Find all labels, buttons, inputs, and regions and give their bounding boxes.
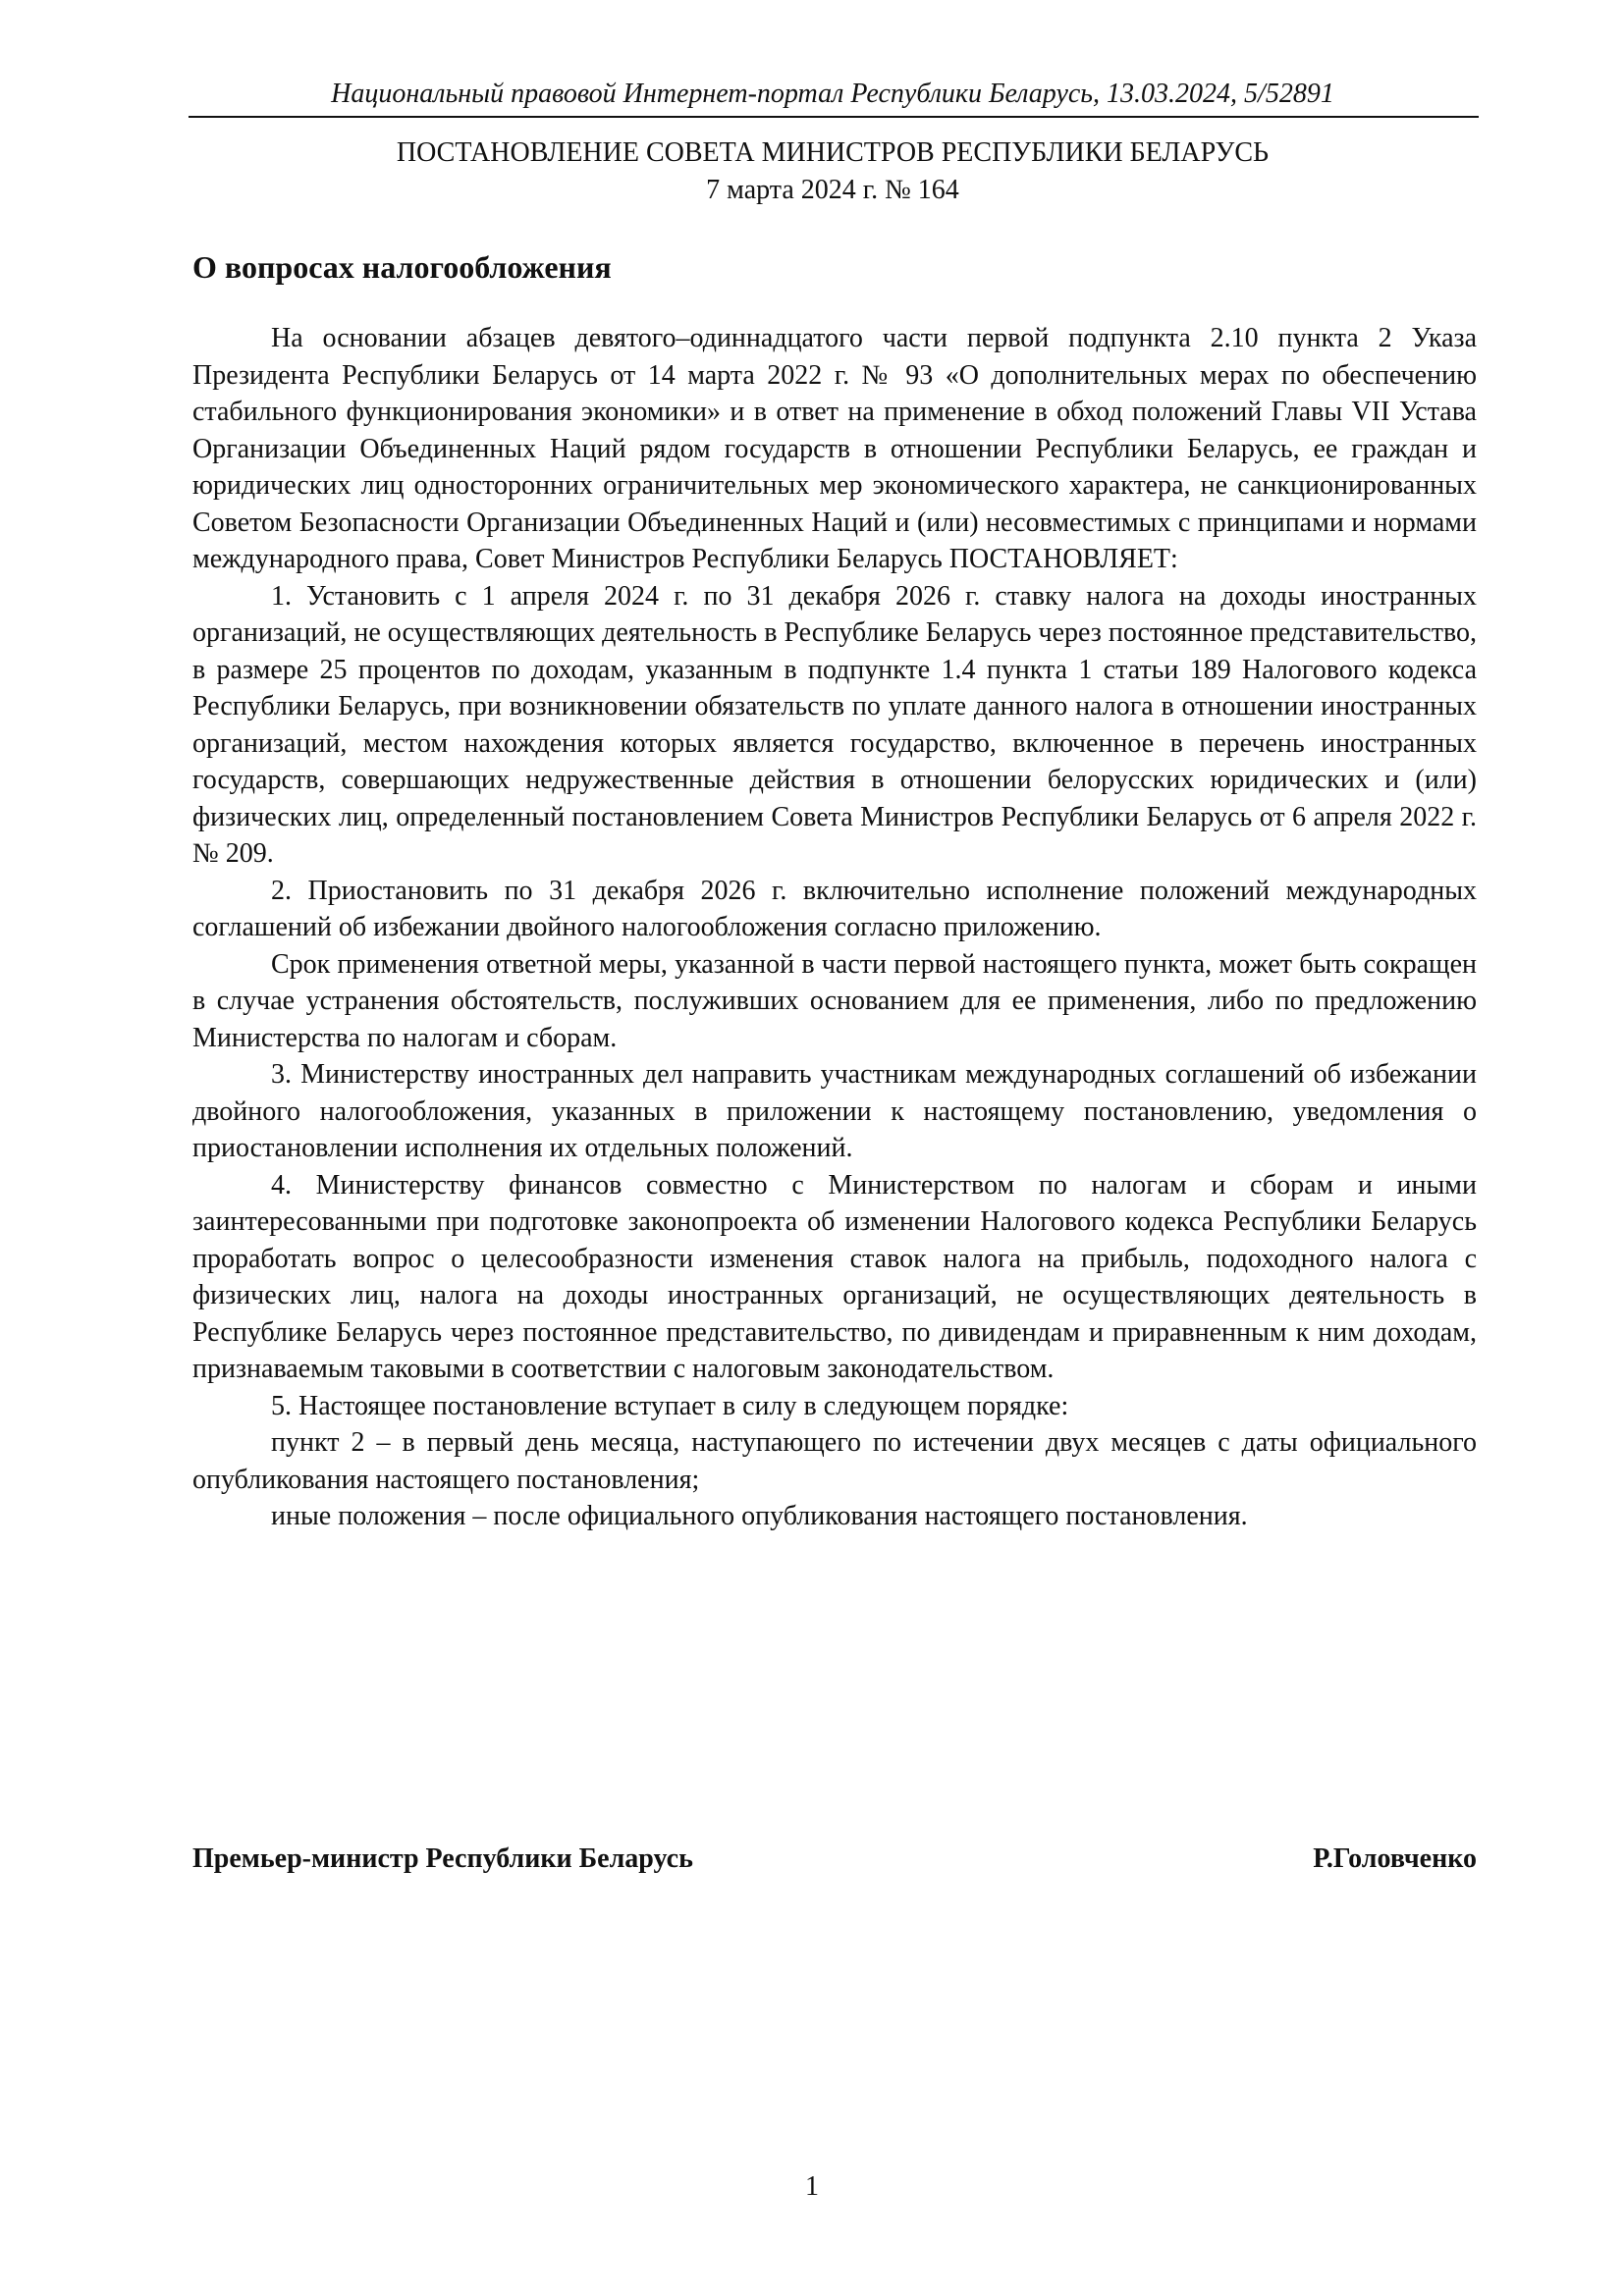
paragraph-item-5-sub-2: иные положения – после официального опубликования настоящего постановления. (271, 1501, 1248, 1531)
preamble-paragraph: На основании абзацев девятого–одиннадцатого части первой подпункта 2.10 пункта 2 Указа Президента Республики Беларусь от 14 марта 2022 г. № 93 «О дополнительных мерах по обеспечению стабильного функционирования экономики» и в ответ на применение в обход положений Главы VII Устава Организации Объединенных Наций рядом государств в отношении Республики Беларусь, ее граждан и юридических лиц односторонних ограничительных мер экономического характера, не санкционированных Советом Безопасности Организации Объединенных Наций и (или) несовместимых с принципами и нормами международного права, Совет Министров Республики Беларусь ПОСТАНОВЛЯЕТ: (192, 323, 1477, 574)
document-body (192, 320, 1477, 1535)
document-type: ПОСТАНОВЛЕНИЕ СОВЕТА МИНИСТРОВ РЕСПУБЛИКИ БЕЛАРУСЬ (396, 137, 1270, 168)
page-number: 1 (805, 2171, 819, 2202)
portal-header: Национальный правовой Интернет-портал Республики Беларусь, 13.03.2024, 5/52891 (331, 79, 1334, 109)
paragraph-item-3: 3. Министерству иностранных дел направить участникам международных соглашений об избежании двойного налогообложения, указанных в приложении к настоящему постановлению, уведомления о приостановлении исполнения их отдельных положений. (192, 1059, 1477, 1163)
signatory-position: Премьер-министр Республики Беларусь (192, 1843, 693, 1874)
document-date-number: 7 марта 2024 г. № 164 (706, 175, 959, 205)
paragraph-item-2: 2. Приостановить по 31 декабря 2026 г. включительно исполнение положений международных соглашений об избежании двойного налогообложения согласно приложению. (192, 875, 1477, 942)
document-title: О вопросах налогообложения (192, 249, 612, 285)
paragraph-item-5-sub-1: пункт 2 – в первый день месяца, наступающего по истечении двух месяцев с даты официального опубликования настоящего постановления; (192, 1427, 1477, 1495)
paragraph-item-2-part-2: Срок применения ответной меры, указанной в части первой настоящего пункта, может быть сокращен в случае устранения обстоятельств, послуживших основанием для ее применения, либо по предложению Министерства по налогам и сборам. (192, 948, 1477, 1053)
signatory-name: Р.Головченко (1313, 1843, 1477, 1874)
paragraph-item-4: 4. Министерству финансов совместно с Министерством по налогам и сборам и иными заинтересованными при подготовке законопроекта об изменении Налогового кодекса Республики Беларусь проработать вопрос о целесообразности изменения ставок налога на прибыль, подоходного налога с физических лиц, налога на доходы иностранных организаций, не осуществляющих деятельность в Республике Беларусь через постоянное представительство, по дивидендам и приравненным к ним доходам, признаваемым таковыми в соответствии с налоговым законодательством. (192, 1169, 1477, 1384)
header-divider (189, 116, 1479, 118)
paragraph-item-1: 1. Установить с 1 апреля 2024 г. по 31 декабря 2026 г. ставку налога на доходы иностранных организаций, не осуществляющих деятельность в Республике Беларусь через постоянное представительство, в размере 25 процентов по доходам, указанным в подпункте 1.4 пункта 1 статьи 189 Налогового кодекса Республики Беларусь, при возникновении обязательств по уплате данного налога в отношении иностранных организаций, местом нахождения которых является государство, включенное в перечень иностранных государств, совершающих недружественные действия в отношении белорусских юридических и (или) физических лиц, определенный постановлением Совета Министров Республики Беларусь от 6 апреля 2022 г. № 209. (192, 580, 1477, 869)
paragraph-item-5: 5. Настоящее постановление вступает в силу в следующем порядке: (271, 1390, 1069, 1421)
